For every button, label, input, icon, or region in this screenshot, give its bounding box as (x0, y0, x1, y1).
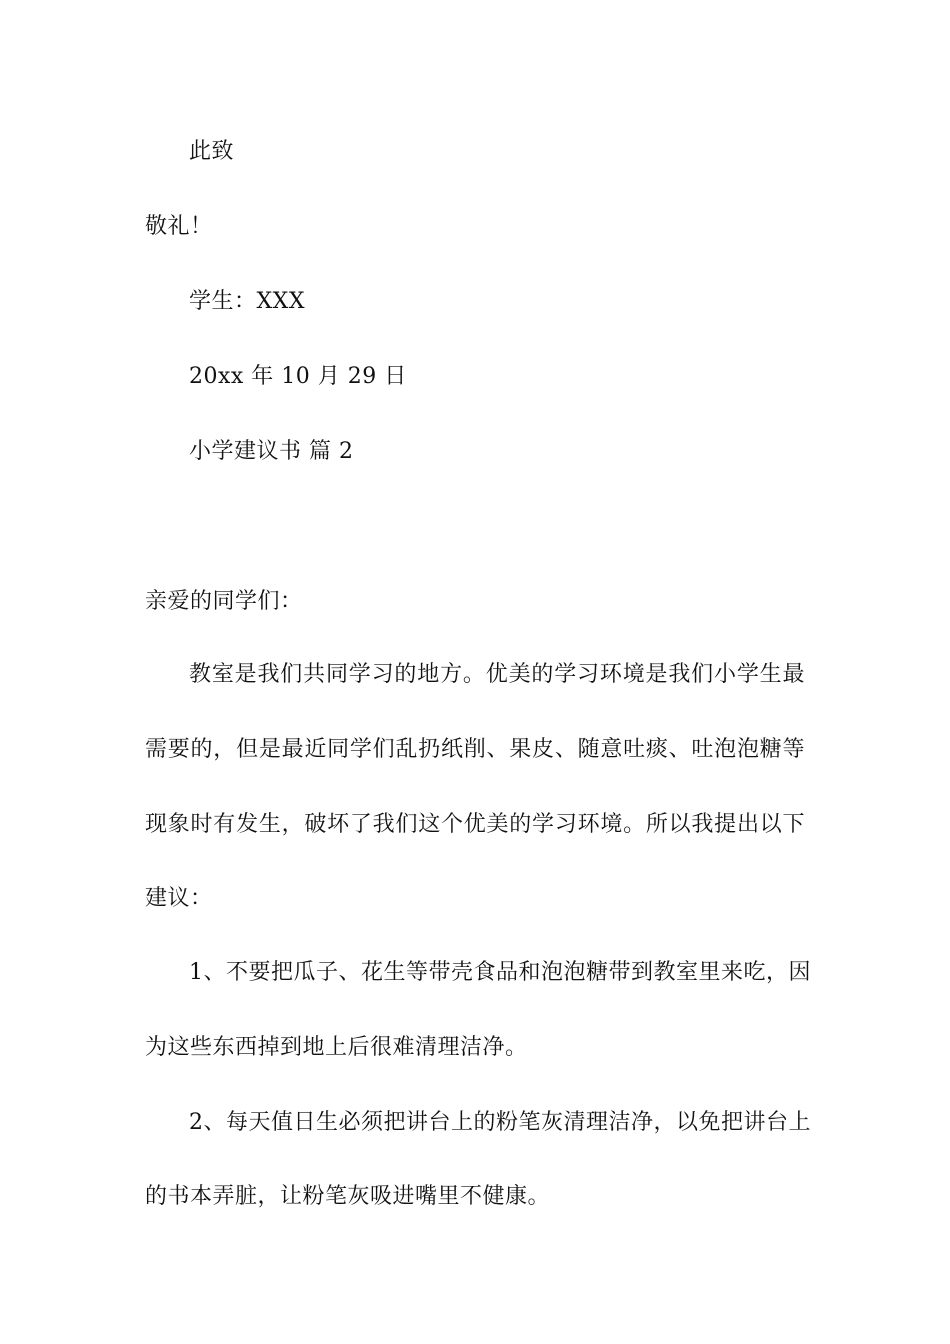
closing-regards: 敬礼！ (145, 214, 213, 239)
paragraph-1-line-1: 教室是我们共同学习的地方。优美的学习环境是我们小学生最 (189, 662, 805, 687)
paragraph-3-line-1: 2、每天值日生必须把讲台上的粉笔灰清理洁净，以免把讲台上 (189, 1110, 811, 1135)
paragraph-2-line-1: 1、不要把瓜子、花生等带壳食品和泡泡糖带到教室里来吃，因 (189, 960, 811, 985)
greeting: 亲爱的同学们： (145, 589, 303, 614)
paragraph-1-line-2: 需要的，但是最近同学们乱扔纸削、果皮、随意吐痰、吐泡泡糖等 (145, 737, 805, 762)
paragraph-1-line-3: 现象时有发生，破坏了我们这个优美的学习环境。所以我提出以下 (145, 812, 805, 837)
section-title: 小学建议书 篇 2 (189, 439, 354, 464)
date: 20xx 年 10 月 29 日 (189, 364, 407, 389)
paragraph-3-line-2: 的书本弄脏，让粉笔灰吸进嘴里不健康。 (145, 1184, 551, 1209)
signature: 学生：XXX (189, 289, 305, 314)
closing-salutation: 此致 (189, 139, 235, 164)
paragraph-2-line-2: 为这些东西掉到地上后很难清理洁净。 (145, 1035, 528, 1060)
paragraph-1-line-4: 建议： (145, 886, 213, 911)
